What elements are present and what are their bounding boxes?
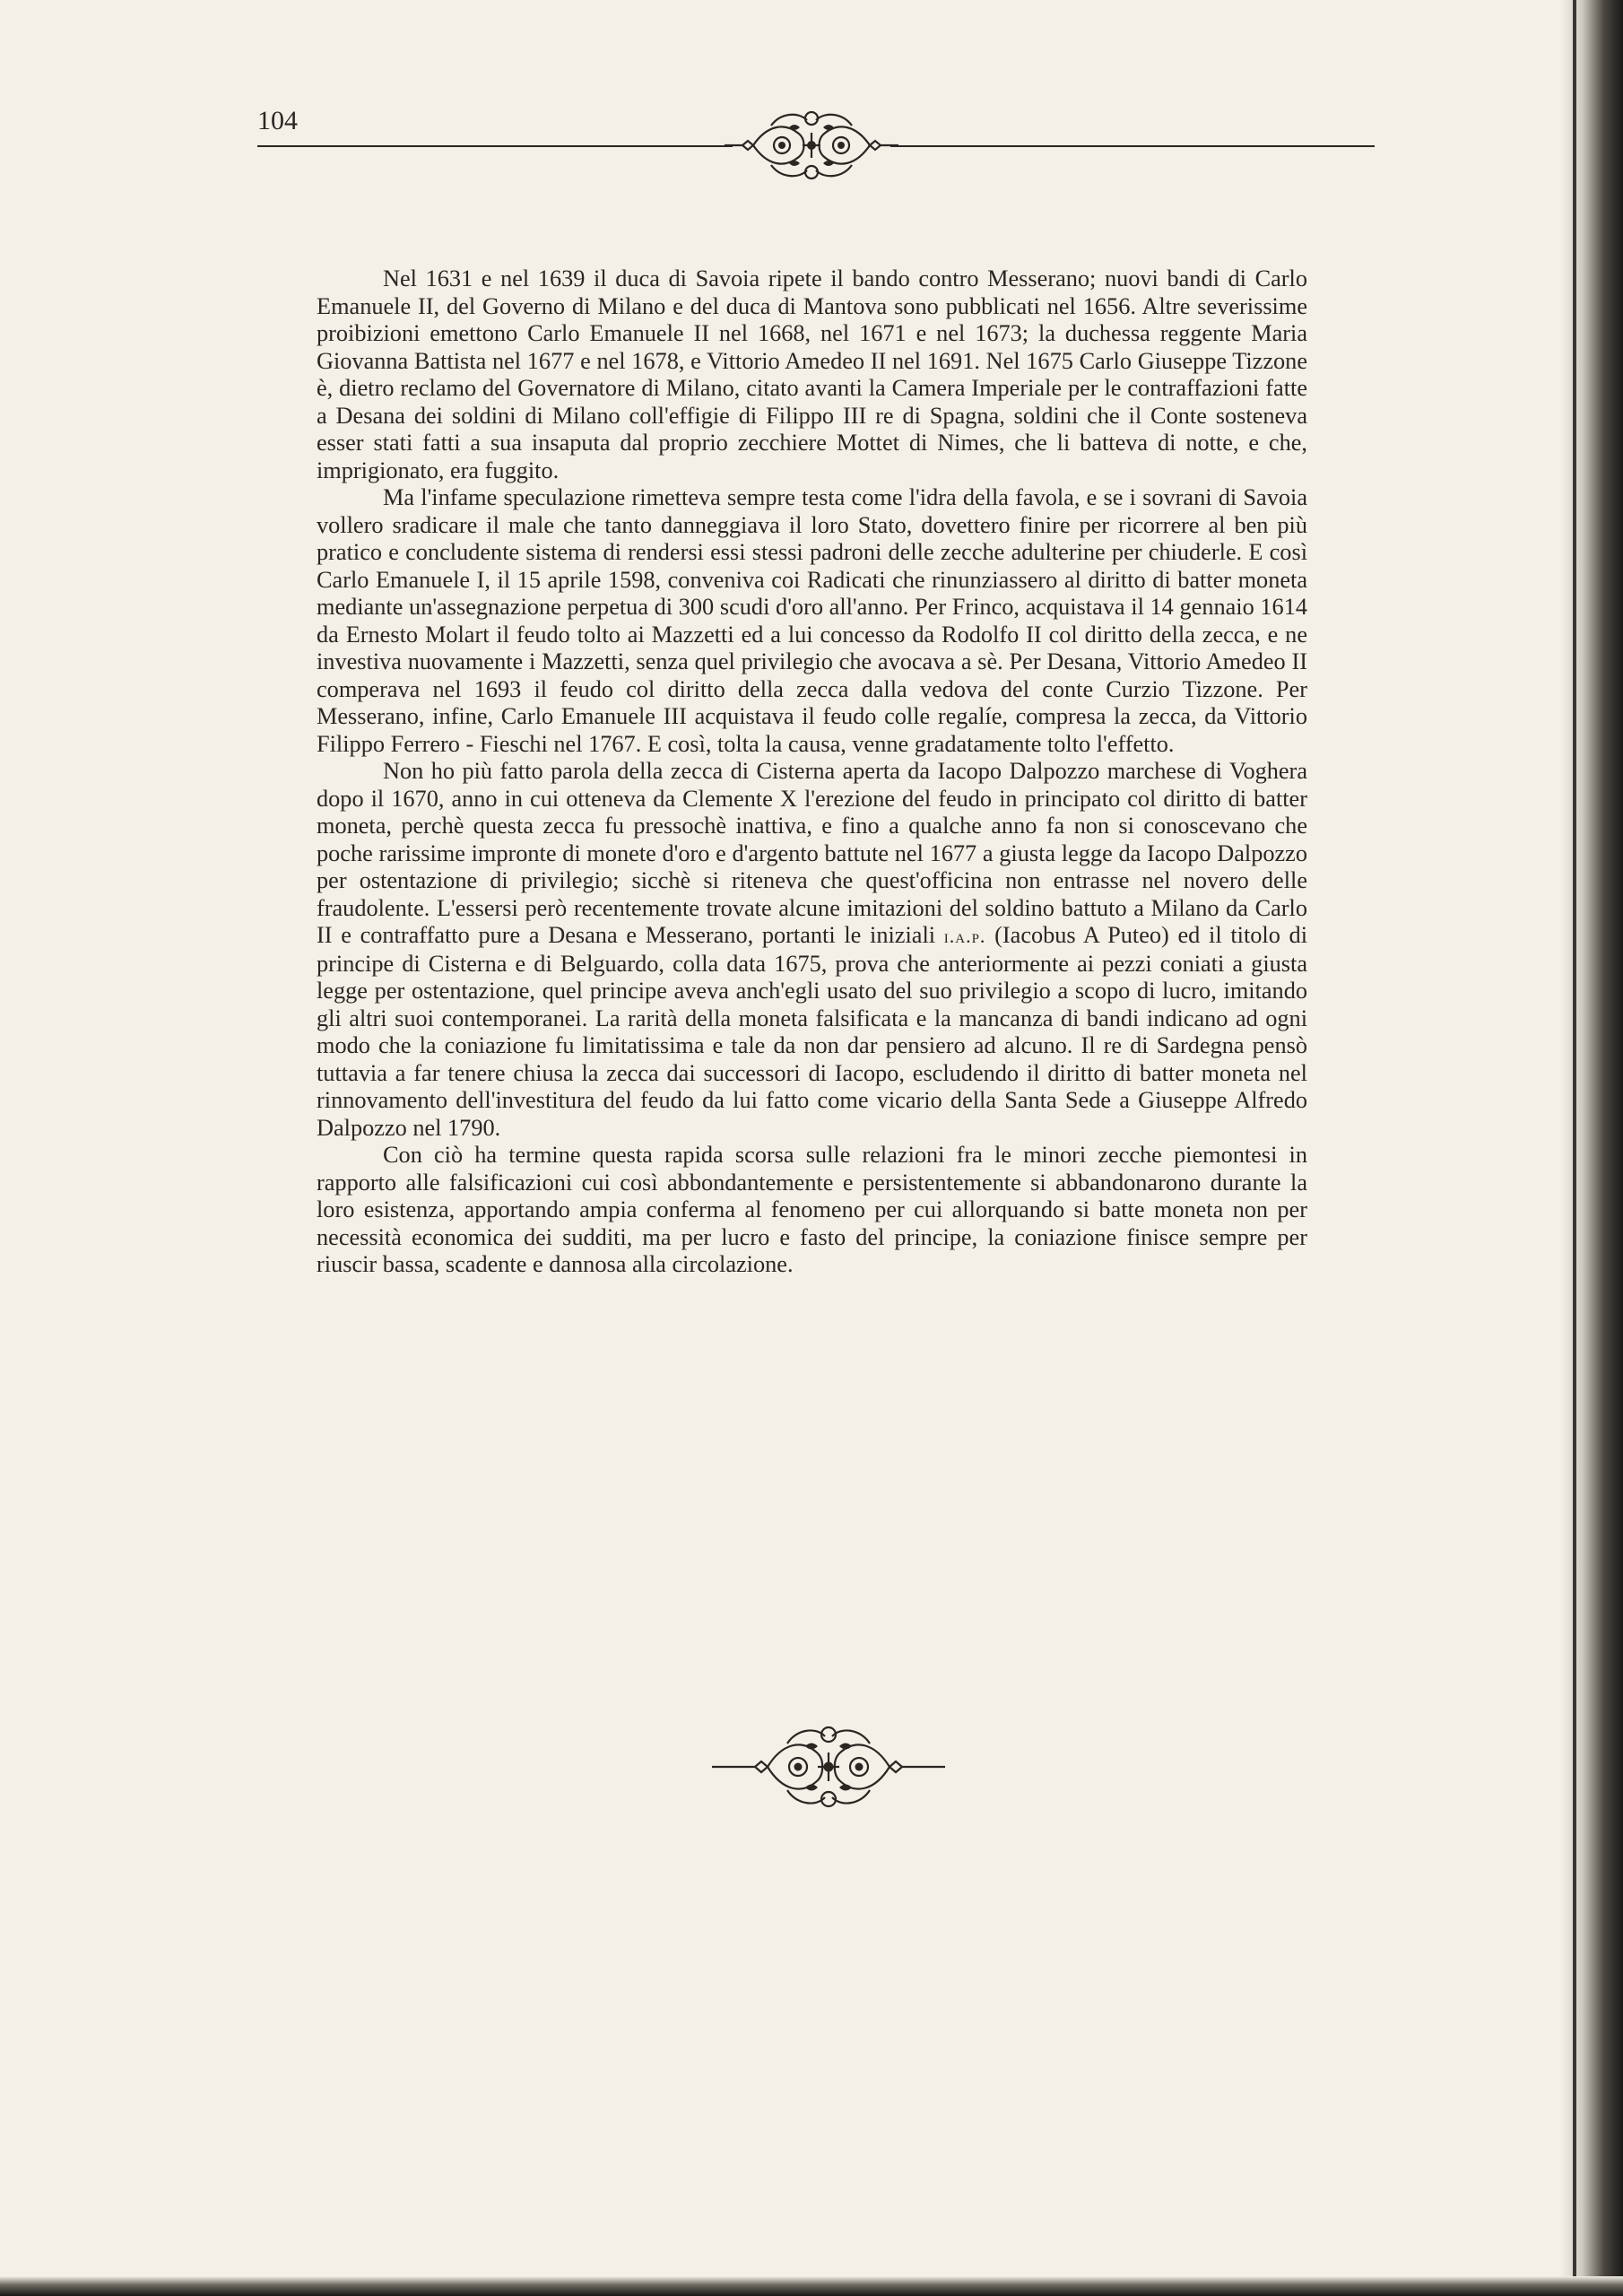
paragraph-4-text: Con ciò ha termine questa rapida scorsa sulle relazioni fra le minori zecche piemontesi in rapporto alle falsificazioni cui così abbondantemente e persistentemente si abbandonarono durante la loro esistenza, apportando ampia conferma al fenomeno per cui allorquando si batte moneta non per necessità economica dei sudditi, ma per lucro e fasto del principe, la coniazione finisce sempre per riuscir bassa, scadente e dannosa alla circolazione. — [317, 1142, 1307, 1277]
floral-ornament-icon — [708, 1722, 949, 1812]
paragraph-1 — [317, 265, 1307, 484]
header-rule-right — [890, 145, 1375, 147]
page-number: 104 — [257, 106, 298, 135]
paragraph-3-text-b: (Iacobus A Puteo) ed il titolo di principe di Cisterna e di Belguardo, colla data 1675, prova che anteriormente ai pezzi coniati a giusta legge per ostentazione, quel principe aveva anch'egli usato del suo privilegio a scopo di lucro, imitando gli altri suoi contemporanei. La rarità della moneta falsificata e la mancanza di bandi indicano ad ogni modo che la coniazione fu limitatissima e tale da non dar pensiero ad alcuno. Il re di Sardegna pensò tuttavia a far tenere chiusa la zecca dai successori di Iacopo, escludendo il diritto di batter moneta nel rinnovamento dell'investitura del feudo da lui fatto come vicario della Santa Sede a Giuseppe Alfredo Dalpozzo nel 1790. — [317, 922, 1307, 1141]
body-text — [317, 265, 1307, 1279]
paragraph-2-text: Ma l'infame speculazione rimetteva sempre testa come l'idra della favola, e se i sovrani di Savoia vollero sradicare il male che tanto danneggiava il loro Stato, dovettero finire per ricorrere al ben più pratico e concludente sistema di rendersi essi stessi padroni delle zecche adulterine per chiuderle. E così Carlo Emanuele I, il 15 aprile 1598, conveniva coi Radicati che rinunziassero al diritto di batter moneta mediante un'assegnazione perpetua di 300 scudi d'oro all'anno. Per Frinco, acquistava il 14 gennaio 1614 da Ernesto Molart il feudo tolto ai Mazzetti ed a lui concesso da Rodolfo II col diritto della zecca, e ne investiva nuovamente i Mazzetti, senza quel privilegio che avocava a sè. Per Desana, Vittorio Amedeo II comperava nel 1693 il feudo col diritto della zecca dalla vedova del conte Curzio Tizzone. Per Messerano, infine, Carlo Emanuele III acquistava il feudo colle regalíe, compresa la zecca, da Vittorio Filippo Ferrero - Fieschi nel 1767. E così, tolta la causa, venne gradatamente tolto l'effetto. — [317, 484, 1307, 757]
header-rule-left — [257, 145, 733, 147]
paragraph-3-text-a: Non ho più fatto parola della zecca di Cisterna aperta da Iacopo Dalpozzo marchese di Voghera dopo il 1670, anno in cui otteneva da Clemente X l'erezione del feudo in principato col diritto di batter moneta, perchè questa zecca fu pressochè inattiva, e fino a qualche anno fa non si conoscevano che poche rarissime impronte di monete d'oro e d'argento battute nel 1677 a giusta legge da Iacopo Dalpozzo per ostentazione di privilegio; sicchè si riteneva che quest'officina non entrasse nel novero delle fraudolente. L'essersi però recentemente trovate alcune imitazioni del soldino battuto a Milano da Carlo II e contraffatto pure a Desana e Messerano, portanti le iniziali — [317, 758, 1307, 948]
paragraph-4 — [317, 1142, 1307, 1279]
book-bottom-edge — [0, 2276, 1623, 2296]
book-page-edge — [1560, 0, 1623, 2296]
floral-ornament-icon — [717, 108, 906, 188]
book-binding-shadow — [1573, 0, 1576, 2296]
paragraph-3-smallcaps-initials: i.a.p. — [943, 925, 986, 947]
paragraph-1-text: Nel 1631 e nel 1639 il duca di Savoia ripete il bando contro Messerano; nuovi bandi di Carlo Emanuele II, del Governo di Milano e del duca di Mantova sono pubblicati nel 1656. Altre severissime proibizioni emettono Carlo Emanuele II nel 1668, nel 1671 e nel 1673; la duchessa reggente Maria Giovanna Battista nel 1677 e nel 1678, e Vittorio Amedeo II nel 1691. Nel 1675 Carlo Giuseppe Tizzone è, dietro reclamo del Governatore di Milano, citato avanti la Camera Imperiale per le contraffazioni fatte a Desana dei soldini di Milano coll'effigie di Filippo III re di Spagna, soldini che il Conte sosteneva esser stati fatti a sua insaputa dal proprio zecchiere Mottet di Nimes, che li batteva di notte, e che, imprigionato, era fuggito. — [317, 265, 1307, 483]
paragraph-3 — [317, 758, 1307, 1142]
paragraph-2 — [317, 484, 1307, 758]
